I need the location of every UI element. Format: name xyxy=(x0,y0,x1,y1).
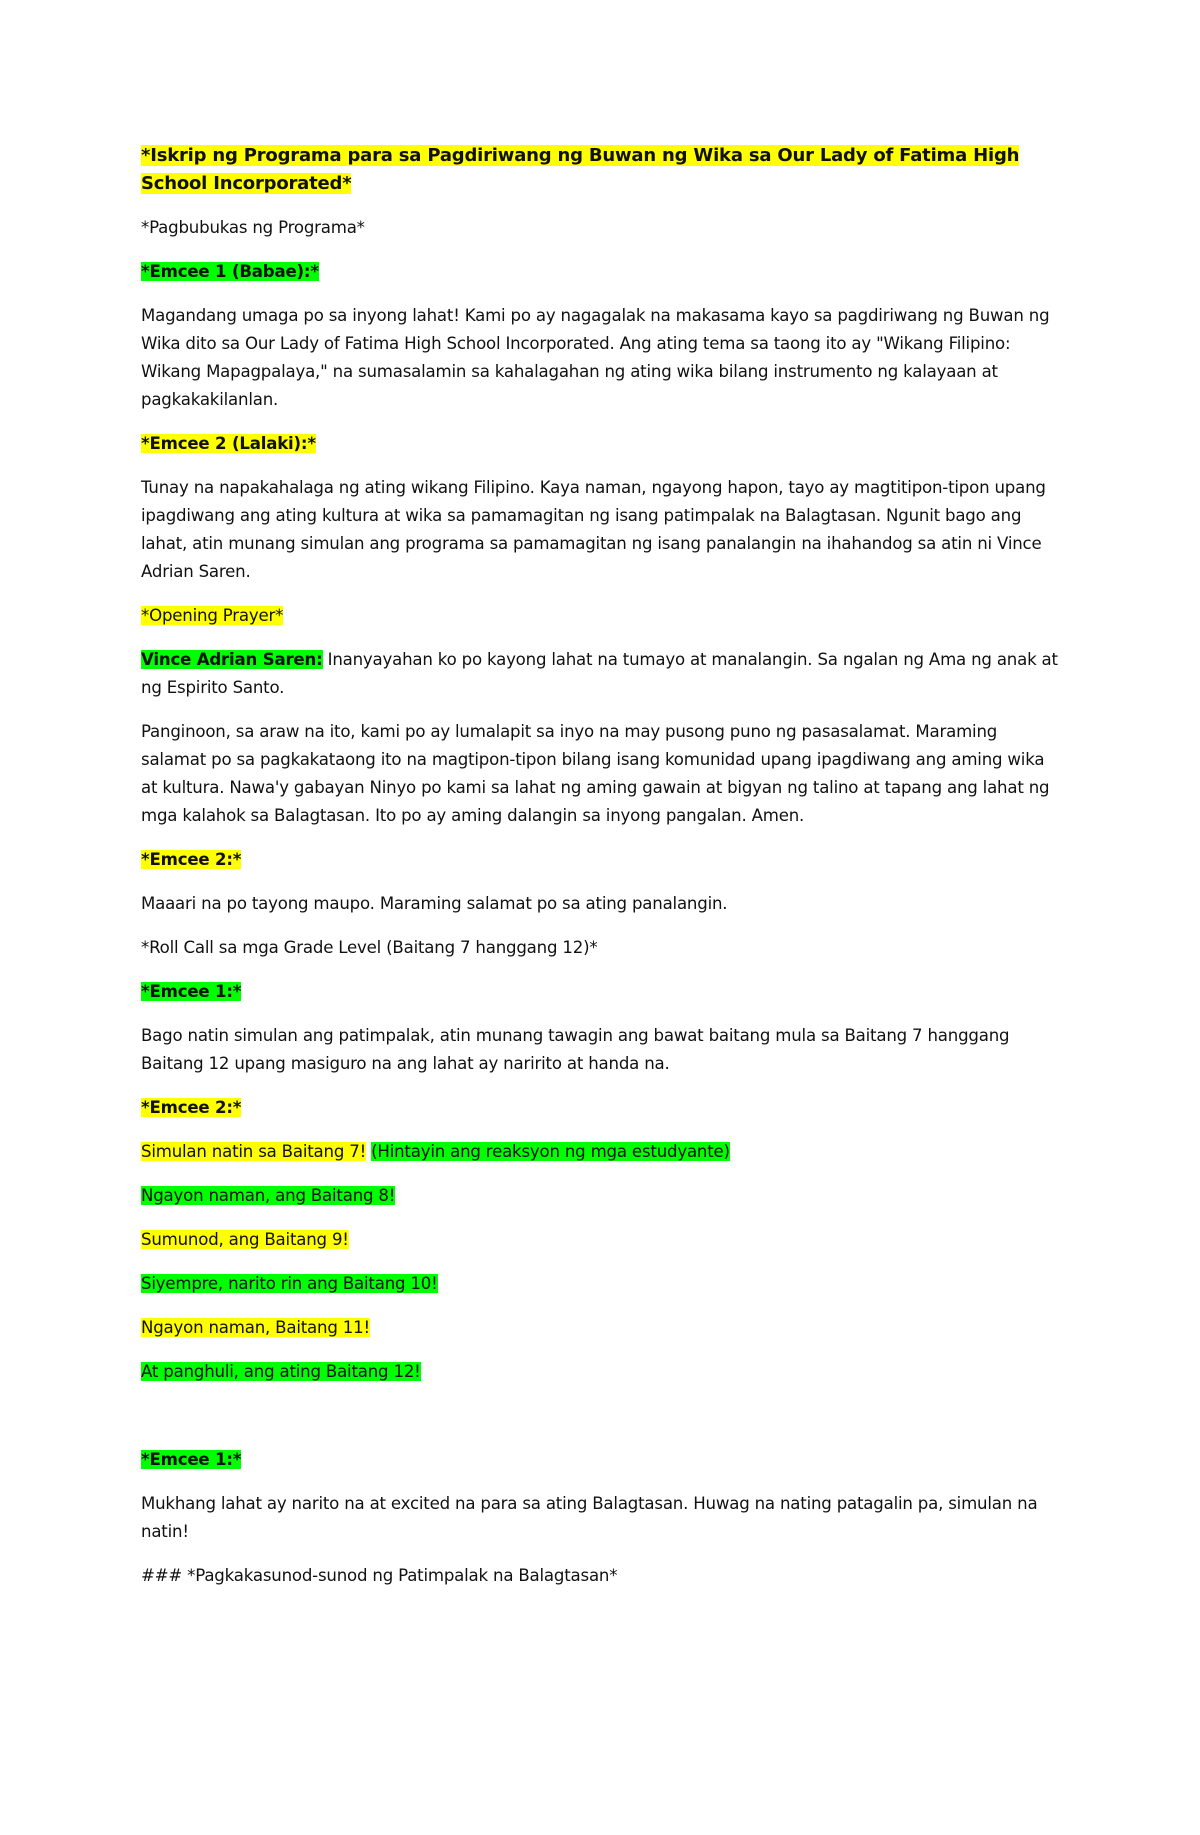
document-title: *Iskrip ng Programa para sa Pagdiriwang ng Buwan ng Wika sa Our Lady of Fatima High School Incorporated* xyxy=(141,145,1020,194)
sequence-heading: ### *Pagkakasunod-sunod ng Patimpalak na Balagtasan* xyxy=(141,1566,618,1585)
roll-call-heading: *Roll Call sa mga Grade Level (Baitang 7 hanggang 12)* xyxy=(141,938,598,957)
grade-8-line: Ngayon naman, ang Baitang 8! xyxy=(141,1186,396,1205)
speaker-label-emcee2: *Emcee 2:* xyxy=(141,850,242,869)
speaker-label-emcee1-babae: *Emcee 1 (Babae):* xyxy=(141,262,319,281)
document-page xyxy=(141,142,1061,1606)
opening-heading: *Pagbubukas ng Programa* xyxy=(141,218,365,237)
paragraph-excited: Mukhang lahat ay narito na at excited na para sa ating Balagtasan. Huwag na nating patagalin pa, simulan na natin! xyxy=(141,1494,1038,1541)
vince-text: Inanyayahan ko po kayong lahat na tumayo at manalangin. Sa ngalan ng Ama ng anak at ng Espirito Santo. xyxy=(141,650,1058,697)
grade-11-line: Ngayon naman, Baitang 11! xyxy=(141,1318,370,1337)
grade-7-line: Simulan natin sa Baitang 7! (Hintayin ang reaksyon ng mga estudyante) xyxy=(141,1142,730,1161)
spacer xyxy=(141,1402,1061,1446)
grade-9-line: Sumunod, ang Baitang 9! xyxy=(141,1230,349,1249)
paragraph-vince xyxy=(141,646,1061,702)
paragraph-intro: Tunay na napakahalaga ng ating wikang Filipino. Kaya naman, ngayong hapon, tayo ay magtitipon-tipon upang ipagdiwang ang ating kultura at wika sa pamamagitan ng isang patimpalak na Balagtasan. Ngunit bago ang lahat, atin munang simulan ang programa sa pamamagitan ng isang panalangin na ihahandog sa atin ni Vince Adrian Saren. xyxy=(141,478,1046,581)
opening-prayer-heading: *Opening Prayer* xyxy=(141,606,284,625)
paragraph-roll-call: Bago natin simulan ang patimpalak, atin munang tawagin ang bawat baitang mula sa Baitang 7 hanggang Baitang 12 upang masiguro na ang lahat ay naririto at handa na. xyxy=(141,1026,1010,1073)
speaker-label-emcee2-second: *Emcee 2:* xyxy=(141,1098,242,1117)
grade-7-note: (Hintayin ang reaksyon ng mga estudyante) xyxy=(371,1142,730,1161)
paragraph-welcome: Magandang umaga po sa inyong lahat! Kami po ay nagagalak na makasama kayo sa pagdiriwang ng Buwan ng Wika dito sa Our Lady of Fatima High School Incorporated. Ang ating tema sa taong ito ay "Wikang Filipino: Wikang Mapagpalaya," na sumasalamin sa kahalagahan ng ating wika bilang instrumento ng kalayaan at pagkakakilanlan. xyxy=(141,306,1050,409)
speaker-label-emcee1: *Emcee 1:* xyxy=(141,982,242,1001)
speaker-label-vince: Vince Adrian Saren: xyxy=(141,650,323,669)
paragraph-maupo: Maaari na po tayong maupo. Maraming salamat po sa ating panalangin. xyxy=(141,894,728,913)
grade-12-line: At panghuli, ang ating Baitang 12! xyxy=(141,1362,421,1381)
speaker-label-emcee1-second: *Emcee 1:* xyxy=(141,1450,242,1469)
speaker-label-emcee2-lalaki: *Emcee 2 (Lalaki):* xyxy=(141,434,316,453)
paragraph-prayer: Panginoon, sa araw na ito, kami po ay lumalapit sa inyo na may pusong puno ng pasasalamat. Maraming salamat po sa pagkakataong ito na magtipon-tipon bilang isang komunidad upang ipagdiwang ang aming wika at kultura. Nawa'y gabayan Ninyo po kami sa lahat ng aming gawain at bigyan ng talino at tapang ang lahat ng mga kalahok sa Balagtasan. Ito po ay aming dalangin sa inyong pangalan. Amen. xyxy=(141,722,1050,825)
grade-10-line: Siyempre, narito rin ang Baitang 10! xyxy=(141,1274,438,1293)
